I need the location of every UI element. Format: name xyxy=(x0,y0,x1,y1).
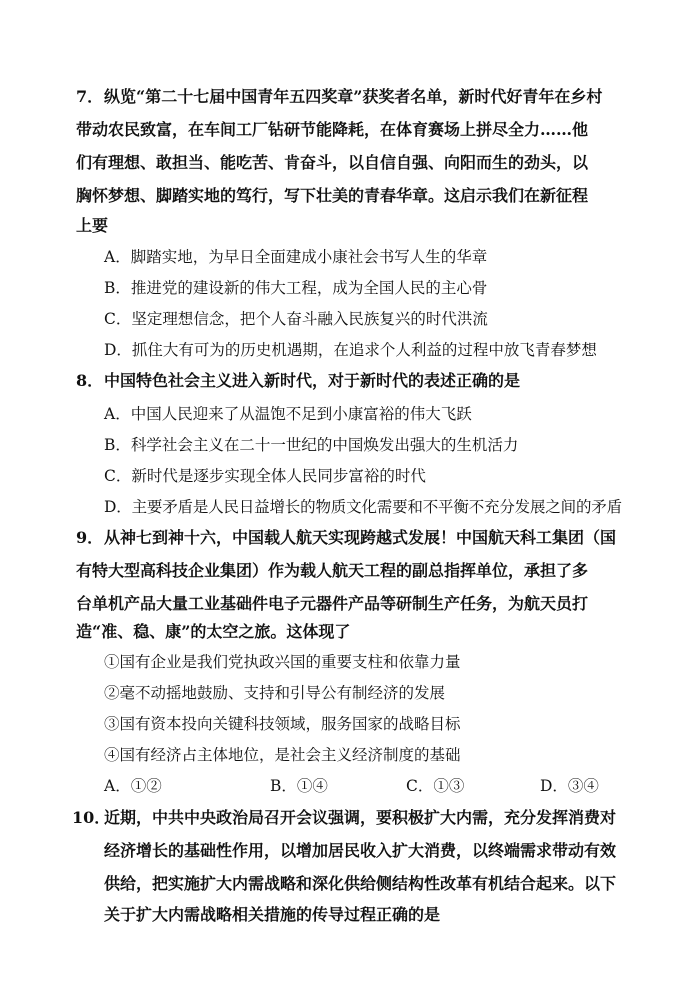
stem-line: 中国特色社会主义进入新时代，对于新时代的表述正确的是 xyxy=(104,371,521,390)
option-b: B．①④ xyxy=(270,777,328,795)
stem-line: 胸怀梦想、脚踏实地的笃行，写下壮美的青春华章。这启示我们在新征程 xyxy=(76,186,589,205)
question-number: 8． xyxy=(76,371,104,390)
statement-3: ③国有资本投向关键科技领域，服务国家的战略目标 xyxy=(104,715,461,733)
statement-1: ①国有企业是我们党执政兴国的重要支柱和依靠力量 xyxy=(104,653,461,671)
question-number: 7． xyxy=(76,87,104,106)
option-d: D．主要矛盾是人民日益增长的物质文化需要和不平衡不充分发展之间的矛盾 xyxy=(104,498,622,516)
stem-line: 近期，中共中央政治局召开会议强调，要积极扩大内需，充分发挥消费对 xyxy=(104,808,617,827)
statement-2: ②毫不动摇地鼓励、支持和引导公有制经济的发展 xyxy=(104,684,446,702)
stem-line: 从神七到神十六，中国载人航天实现跨越式发展！中国航天科工集团（国 xyxy=(104,528,617,547)
option-a: A．①② xyxy=(104,777,162,795)
option-d: D．③④ xyxy=(540,777,599,795)
stem-line: 纵览“第二十七届中国青年五四奖章”获奖者名单，新时代好青年在乡村 xyxy=(104,87,603,106)
option-b: B．科学社会主义在二十一世纪的中国焕发出强大的生机活力 xyxy=(104,436,519,454)
stem-line: 台单机产品大量工业基础件电子元器件产品等研制生产任务，为航天员打 xyxy=(76,594,589,613)
option-b: B．推进党的建设新的伟大工程，成为全国人民的主心骨 xyxy=(104,279,488,297)
option-c: C．新时代是逐步实现全体人民同步富裕的时代 xyxy=(104,467,426,485)
stem-line: 上要 xyxy=(76,216,109,235)
option-a: A．中国人民迎来了从温饱不足到小康富裕的伟大飞跃 xyxy=(104,405,472,423)
question-number: 9． xyxy=(76,528,104,547)
stem-line: 经济增长的基础性作用，以增加居民收入扩大消费，以终端需求带动有效 xyxy=(104,841,617,860)
option-c: C．坚定理想信念，把个人奋斗融入民族复兴的时代洪流 xyxy=(104,310,488,328)
stem-line: 们有理想、敢担当、能吃苦、肯奋斗，以自信自强、向阳而生的劲头，以 xyxy=(76,153,589,172)
stem-line: 关于扩大内需战略相关措施的传导过程正确的是 xyxy=(104,905,441,924)
stem-line: 带动农民致富，在车间工厂钻研节能降耗，在体育赛场上拼尽全力……他 xyxy=(76,120,589,139)
option-d: D．抓住大有可为的历史机遇期，在追求个人利益的过程中放飞青春梦想 xyxy=(104,341,597,359)
question-number: 10． xyxy=(72,808,111,827)
stem-line: 有特大型高科技企业集团）作为载人航天工程的副总指挥单位，承担了多 xyxy=(76,561,589,580)
statement-4: ④国有经济占主体地位，是社会主义经济制度的基础 xyxy=(104,746,461,764)
option-a: A．脚踏实地，为早日全面建成小康社会书写人生的华章 xyxy=(104,248,488,266)
stem-line: 造“准、稳、康”的太空之旅。这体现了 xyxy=(76,622,351,641)
option-c: C．①③ xyxy=(406,777,465,795)
stem-line: 供给，把实施扩大内需战略和深化供给侧结构性改革有机结合起来。以下 xyxy=(104,874,617,893)
